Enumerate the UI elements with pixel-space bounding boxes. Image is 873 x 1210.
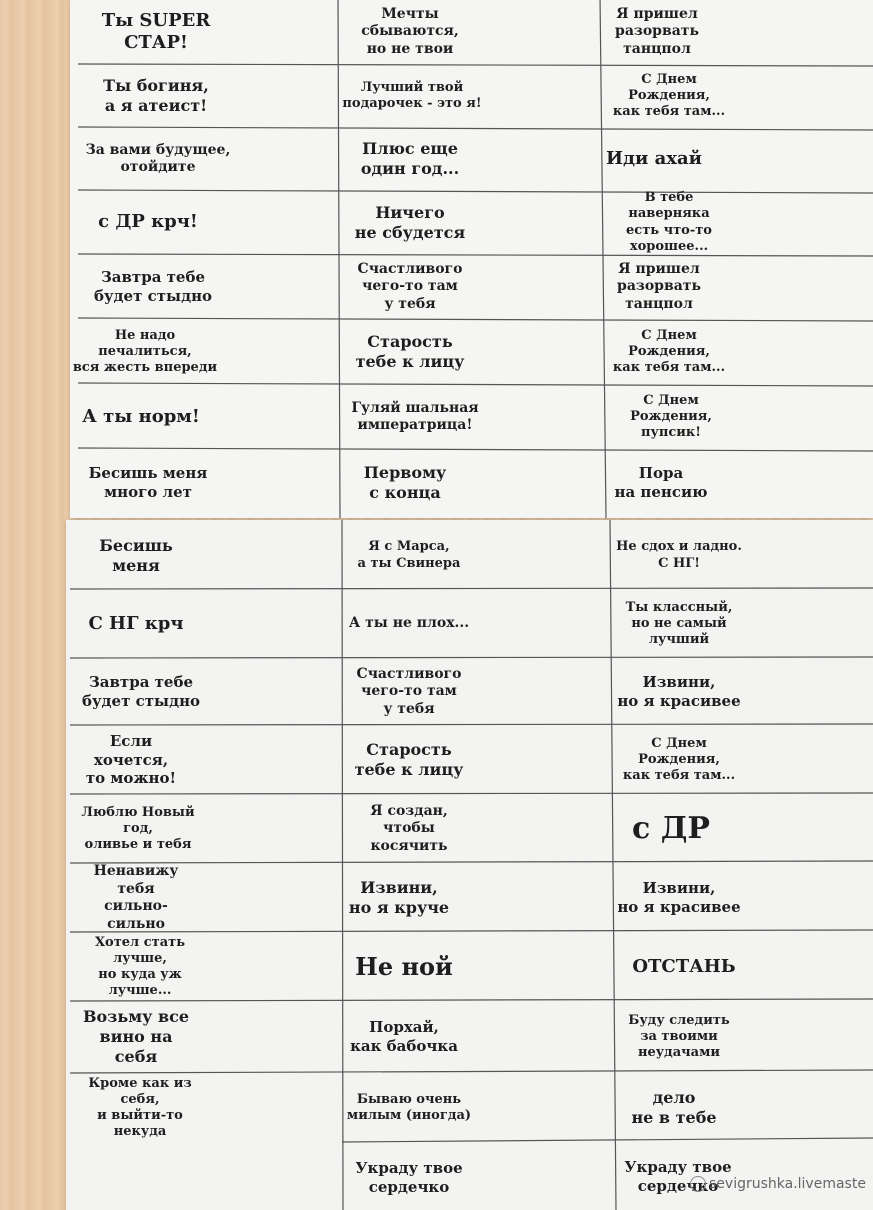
sticker-text: с ДР крч! <box>98 211 198 233</box>
sticker-text: Украду твое сердечко <box>624 1158 732 1195</box>
sticker-text: С НГ крч <box>88 612 184 634</box>
sticker-text: С Днем Рождения, как тебя там... <box>612 327 726 376</box>
sticker-text: Не надо печалиться, вся жесть впереди <box>72 327 218 376</box>
sticker-text: Бываю очень милым (иногда) <box>346 1091 472 1123</box>
sticker-text: Бесишь меня много лет <box>88 464 208 501</box>
sticker-text: Ненавижу тебя сильно-сильно <box>93 863 179 932</box>
watermark <box>690 1176 866 1192</box>
sticker-text: Не ной <box>355 952 453 981</box>
sticker-text: Кроме как из себя, и выйти-то некуда <box>88 1075 192 1140</box>
sticker-text: Извини, но я красивее <box>617 673 741 710</box>
sticker-text: Гуляй шальная императрица! <box>351 399 479 433</box>
sticker-text: Плюс еще один год... <box>360 139 460 178</box>
sticker-text: Извини, но я красивее <box>617 879 741 916</box>
sticker-text: Завтра тебе будет стыдно <box>81 673 201 710</box>
sticker-text: Не сдох и ладно. С НГ! <box>616 539 742 571</box>
sticker-text: Бесишь меня <box>99 535 173 575</box>
sticker-text: Я с Марса, а ты Свинера <box>357 539 461 571</box>
sticker-text: Я пришел разорвать танцпол <box>615 5 699 57</box>
sticker-text: Я пришел разорвать танцпол <box>617 260 701 312</box>
sticker-text: Украду твое сердечко <box>355 1159 463 1196</box>
sticker-text: Иди ахай <box>605 147 703 169</box>
sticker-text: А ты не плох... <box>348 615 470 632</box>
sticker-text: За вами будущее, отойдите <box>85 141 231 175</box>
sticker-text: Возьму все вино на себя <box>82 1007 189 1066</box>
sticker-text: Ты классный, но не самый лучший <box>625 599 733 648</box>
sticker-text: Извини, но я круче <box>348 878 450 917</box>
sticker-text: Ничего не сбудется <box>354 202 466 242</box>
sticker-text: с ДР <box>632 811 710 847</box>
sticker-text: А ты норм! <box>82 405 200 427</box>
top-sticker-sheet <box>70 0 873 518</box>
sticker-text: Ты богиня, а я атеист! <box>103 76 209 115</box>
sticker-text: Счастливого чего-то там у тебя <box>357 260 463 312</box>
sticker-text: Буду следить за твоими неудачами <box>628 1012 730 1061</box>
watermark-logo-icon <box>690 1176 706 1192</box>
sticker-text: Старость тебе к лицу <box>354 740 464 779</box>
watermark-text: sevigrushka.livemaste <box>709 1176 866 1192</box>
sticker-text: Завтра тебе будет стыдно <box>93 268 213 305</box>
sticker-text: Пора на пенсию <box>614 464 708 501</box>
sticker-text: Я создан, чтобы косячить <box>370 802 448 854</box>
sticker-text: Счастливого чего-то там у тебя <box>356 665 462 717</box>
sticker-text: Люблю Новый год, оливье и тебя <box>81 804 195 853</box>
sticker-text: Старость тебе к лицу <box>355 332 465 371</box>
sticker-text: Если хочется, то можно! <box>85 731 177 788</box>
sticker-text: Лучший твой подарочек - это я! <box>342 79 482 111</box>
sticker-text: С Днем Рождения, пупсик! <box>630 392 712 441</box>
sticker-text: В тебе наверняка есть что-то хорошее... <box>626 190 712 254</box>
sticker-text: Хотел стать лучше, но куда уж лучше... <box>94 934 186 999</box>
sticker-text: С Днем Рождения, как тебя там... <box>612 71 726 120</box>
sticker-text: С Днем Рождения, как тебя там... <box>622 735 736 784</box>
sticker-text: Ты SUPER СТАР! <box>101 9 211 53</box>
bottom-sticker-sheet <box>66 520 873 1210</box>
sticker-text: Первому с конца <box>363 463 447 502</box>
sticker-text: дело не в тебе <box>631 1088 717 1127</box>
sticker-text: Порхай, как бабочка <box>350 1018 458 1055</box>
sticker-text: ОТСТАНЬ <box>632 955 736 977</box>
sticker-text: Мечты сбываются, но не твои <box>361 5 459 57</box>
